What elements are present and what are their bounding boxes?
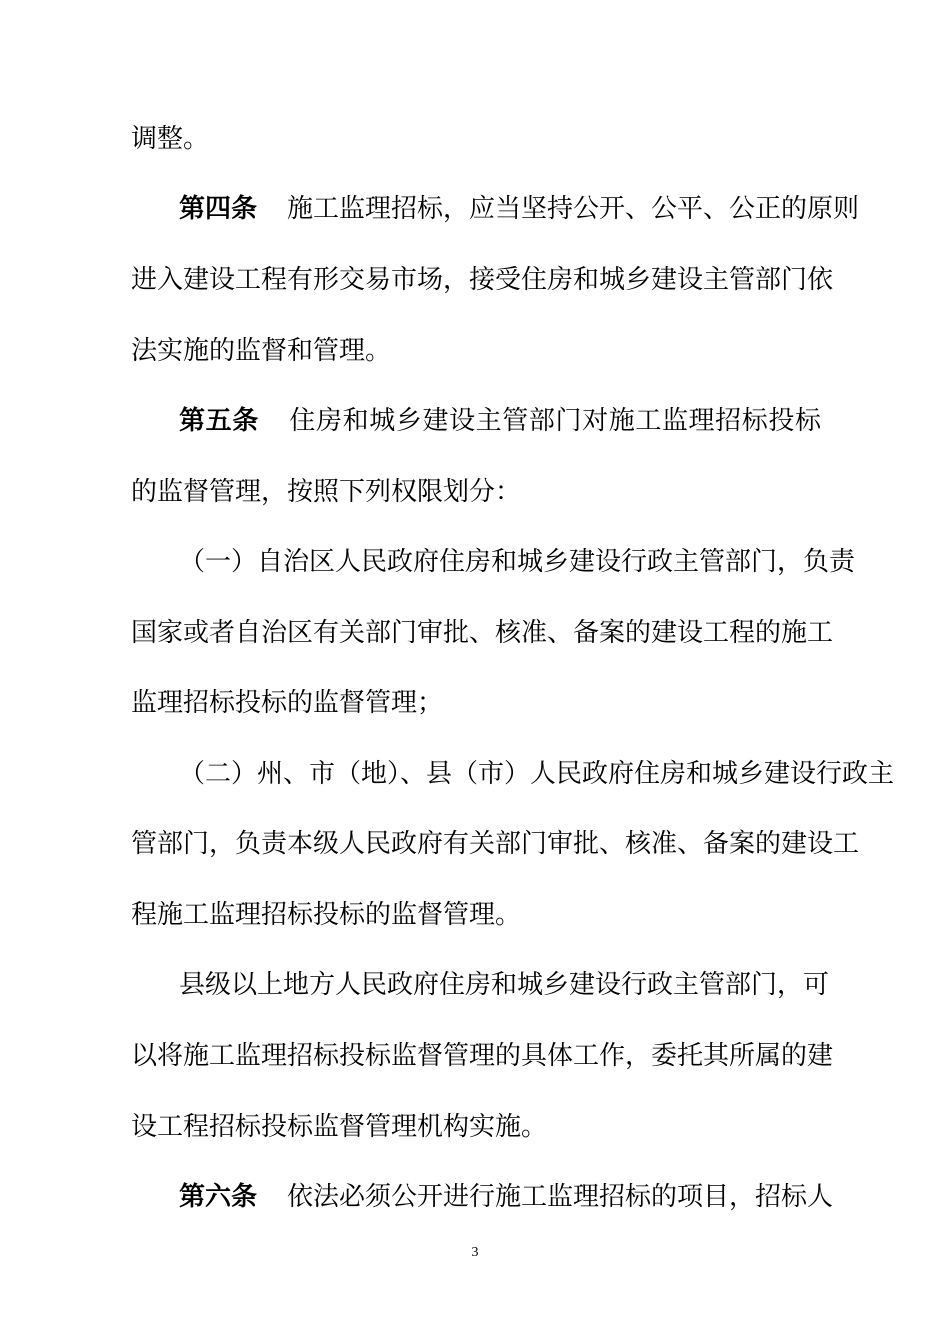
paragraph-line: （二）州、市（地）、县（市）人民政府住房和城乡建设行政主 xyxy=(179,759,895,789)
article-5-line: 第五条 住房和城乡建设主管部门对施工监理招标投标 xyxy=(179,406,821,436)
paragraph-line: 监理招标投标的监督管理； xyxy=(131,688,444,718)
article-label: 第五条 xyxy=(179,406,259,436)
paragraph-line: 以将施工监理招标投标监督管理的具体工作，委托其所属的建 xyxy=(131,1041,834,1071)
paragraph-line: 国家或者自治区有关部门审批、核准、备案的建设工程的施工 xyxy=(131,618,834,648)
paragraph-line: 调整。 xyxy=(131,124,210,154)
article-6-line: 第六条 依法必须公开进行施工监理招标的项目，招标人 xyxy=(179,1182,834,1212)
article-label: 第六条 xyxy=(179,1182,258,1212)
paragraph-line: 管部门，负责本级人民政府有关部门审批、核准、备案的建设工 xyxy=(131,829,860,859)
paragraph-line: 法实施的监督和管理。 xyxy=(131,336,392,366)
paragraph-line: 的监督管理，按照下列权限划分： xyxy=(131,477,522,507)
page-number: 3 xyxy=(471,1245,479,1260)
paragraph-line: 程施工监理招标投标的监督管理。 xyxy=(131,900,522,930)
article-label: 第四条 xyxy=(179,194,258,224)
paragraph-line: 县级以上地方人民政府住房和城乡建设行政主管部门，可 xyxy=(179,970,830,1000)
article-4-line: 第四条 施工监理招标，应当坚持公开、公平、公正的原则 xyxy=(179,194,860,224)
paragraph-line: （一）自治区人民政府住房和城乡建设行政主管部门，负责 xyxy=(179,547,856,577)
paragraph-line: 设工程招标投标监督管理机构实施。 xyxy=(131,1112,548,1142)
paragraph-line: 进入建设工程有形交易市场，接受住房和城乡建设主管部门依 xyxy=(131,265,834,295)
